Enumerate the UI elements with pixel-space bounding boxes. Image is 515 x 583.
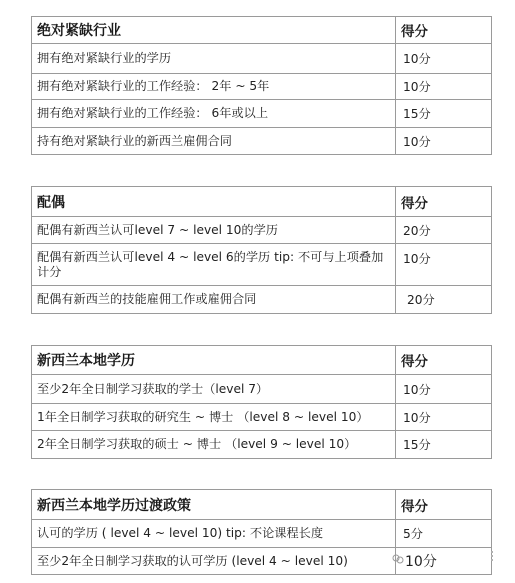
points-value: 20分 xyxy=(396,217,492,244)
table-row xyxy=(32,431,492,459)
criteria-text: 持有绝对紧缺行业的新西兰雇佣合同 xyxy=(32,128,396,155)
points-value: 10分 xyxy=(396,548,492,575)
points-table-shortage xyxy=(31,16,492,155)
score-header: 得分 xyxy=(396,187,492,217)
criteria-text: 至少2年全日制学习获取的学士（level 7） xyxy=(32,375,396,404)
points-value: 15分 xyxy=(396,431,492,459)
criteria-text: 至少2年全日制学习获取的认可学历 (level 4 ~ level 10) xyxy=(32,548,396,575)
points-value: 15分 xyxy=(396,100,492,128)
table-row xyxy=(32,74,492,100)
criteria-text: 配偶有新西兰认可level 4 ~ level 6的学历 tip: 不可与上项叠加计分 xyxy=(32,244,396,286)
table-row xyxy=(32,375,492,404)
score-header: 得分 xyxy=(396,346,492,375)
points-value: 10分 xyxy=(396,128,492,155)
points-value: 10分 xyxy=(396,44,492,74)
points-value: 10分 xyxy=(396,404,492,431)
table-row xyxy=(32,100,492,128)
section-title: 新西兰本地学历 xyxy=(32,346,396,375)
criteria-text: 配偶有新西兰的技能雇佣工作或雇佣合同 xyxy=(32,286,396,314)
criteria-text: 拥有绝对紧缺行业的工作经验： 6年或以上 xyxy=(32,100,396,128)
table-row xyxy=(32,244,492,286)
score-header: 得分 xyxy=(396,490,492,520)
criteria-text: 配偶有新西兰认可level 7 ~ level 10的学历 xyxy=(32,217,396,244)
table-header-row xyxy=(32,490,492,520)
points-value: 10分 xyxy=(396,244,492,286)
table-row xyxy=(32,548,492,575)
table-row xyxy=(32,44,492,74)
points-value: 10分 xyxy=(396,74,492,100)
table-row xyxy=(32,286,492,314)
table-row xyxy=(32,128,492,155)
section-title: 新西兰本地学历过渡政策 xyxy=(32,490,396,520)
table-header-row xyxy=(32,17,492,44)
section-title: 配偶 xyxy=(32,187,396,217)
table-row xyxy=(32,404,492,431)
criteria-text: 拥有绝对紧缺行业的学历 xyxy=(32,44,396,74)
table-header-row xyxy=(32,187,492,217)
table-row xyxy=(32,520,492,548)
watermark-logo-icon xyxy=(392,553,404,565)
points-table-nz-qualification xyxy=(31,345,492,459)
table-header-row xyxy=(32,346,492,375)
score-header: 得分 xyxy=(396,17,492,44)
points-value: 20分 xyxy=(396,286,492,314)
points-value: 10分 xyxy=(396,375,492,404)
table-row xyxy=(32,217,492,244)
criteria-text: 拥有绝对紧缺行业的工作经验： 2年 ~ 5年 xyxy=(32,74,396,100)
criteria-text: 1年全日制学习获取的研究生 ~ 博士 （level 8 ~ level 10） xyxy=(32,404,396,431)
points-table-partner xyxy=(31,186,492,314)
section-title: 绝对紧缺行业 xyxy=(32,17,396,44)
points-value: 5分 xyxy=(396,520,492,548)
criteria-text: 认可的学历 ( level 4 ~ level 10) tip: 不论课程长度 xyxy=(32,520,396,548)
criteria-text: 2年全日制学习获取的硕士 ~ 博士 （level 9 ~ level 10） xyxy=(32,431,396,459)
watermark-mark xyxy=(491,551,496,561)
points-table-transition-policy xyxy=(31,489,492,575)
